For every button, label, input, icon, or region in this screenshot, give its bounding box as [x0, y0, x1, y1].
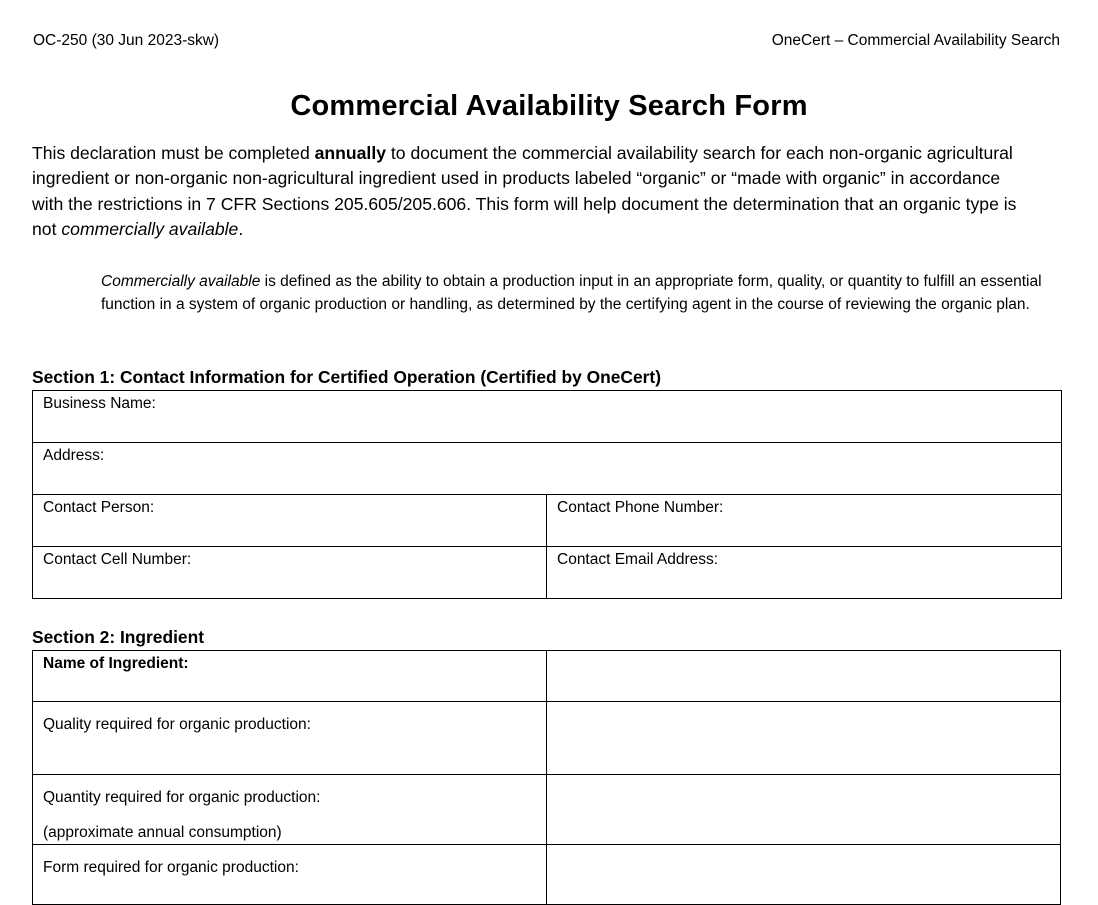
form-field[interactable]: [547, 845, 1061, 905]
business-name-field[interactable]: [33, 391, 1062, 443]
contact-info-table: [32, 390, 1062, 599]
business-name-label: Business Name:: [43, 395, 156, 412]
intro-paragraph: [32, 141, 1032, 242]
quality-label: Quality required for organic production:: [33, 702, 547, 775]
contact-email-field[interactable]: [547, 547, 1062, 599]
quantity-note: (approximate annual consumption): [43, 824, 282, 841]
quantity-label-cell: [33, 775, 547, 845]
intro-italic-term: commercially available: [61, 218, 239, 239]
page-title: Commercial Availability Search Form: [290, 90, 808, 122]
intro-text-1: This declaration must be completed: [32, 143, 315, 163]
ingredient-name-field[interactable]: [547, 651, 1061, 702]
definition-paragraph: [101, 270, 1051, 316]
quantity-field[interactable]: [547, 775, 1061, 845]
ingredient-table: [32, 650, 1061, 905]
contact-person-field[interactable]: [33, 495, 547, 547]
address-field[interactable]: [33, 443, 1062, 495]
contact-cell-label: Contact Cell Number:: [43, 551, 192, 568]
intro-text-3: .: [238, 218, 244, 239]
quantity-label: Quantity required for organic production:: [43, 789, 321, 806]
ingredient-name-label: Name of Ingredient:: [33, 651, 547, 702]
contact-email-label: Contact Email Address:: [557, 551, 719, 568]
definition-term: Commercially available: [101, 273, 261, 290]
contact-phone-label: Contact Phone Number:: [557, 499, 724, 516]
contact-person-label: Contact Person:: [43, 499, 155, 516]
section2-title: Section 2: Ingredient: [32, 627, 204, 647]
contact-cell-field[interactable]: [33, 547, 547, 599]
section1-title: Section 1: Contact Information for Certified Operation (Certified by OneCert): [32, 367, 662, 387]
quality-field[interactable]: [547, 702, 1061, 775]
contact-phone-field[interactable]: [547, 495, 1062, 547]
document-code: OC-250 (30 Jun 2023-skw): [33, 32, 220, 49]
definition-text: is defined as the ability to obtain a production input in an appropriate form, quality, or quantity to fulfill an essential function in a system of organic production or handling, as determined by the certifying agent in the course of reviewing the organic plan.: [101, 273, 1042, 313]
intro-text-2: to document the commercial availability search for each non-organic agricultural ingredient or non-organic non-agricultural ingredient used in products labeled “organic” or “made with organic” in accordance with the restrictions in 7 CFR Sections 205.605/205.606. This form will help document the determination that an organic type is not: [32, 143, 1017, 239]
document-name: OneCert – Commercial Availability Search: [771, 32, 1060, 49]
intro-bold-annually: annually: [314, 143, 386, 163]
address-label: Address:: [43, 447, 105, 464]
form-label: Form required for organic production:: [33, 845, 547, 905]
